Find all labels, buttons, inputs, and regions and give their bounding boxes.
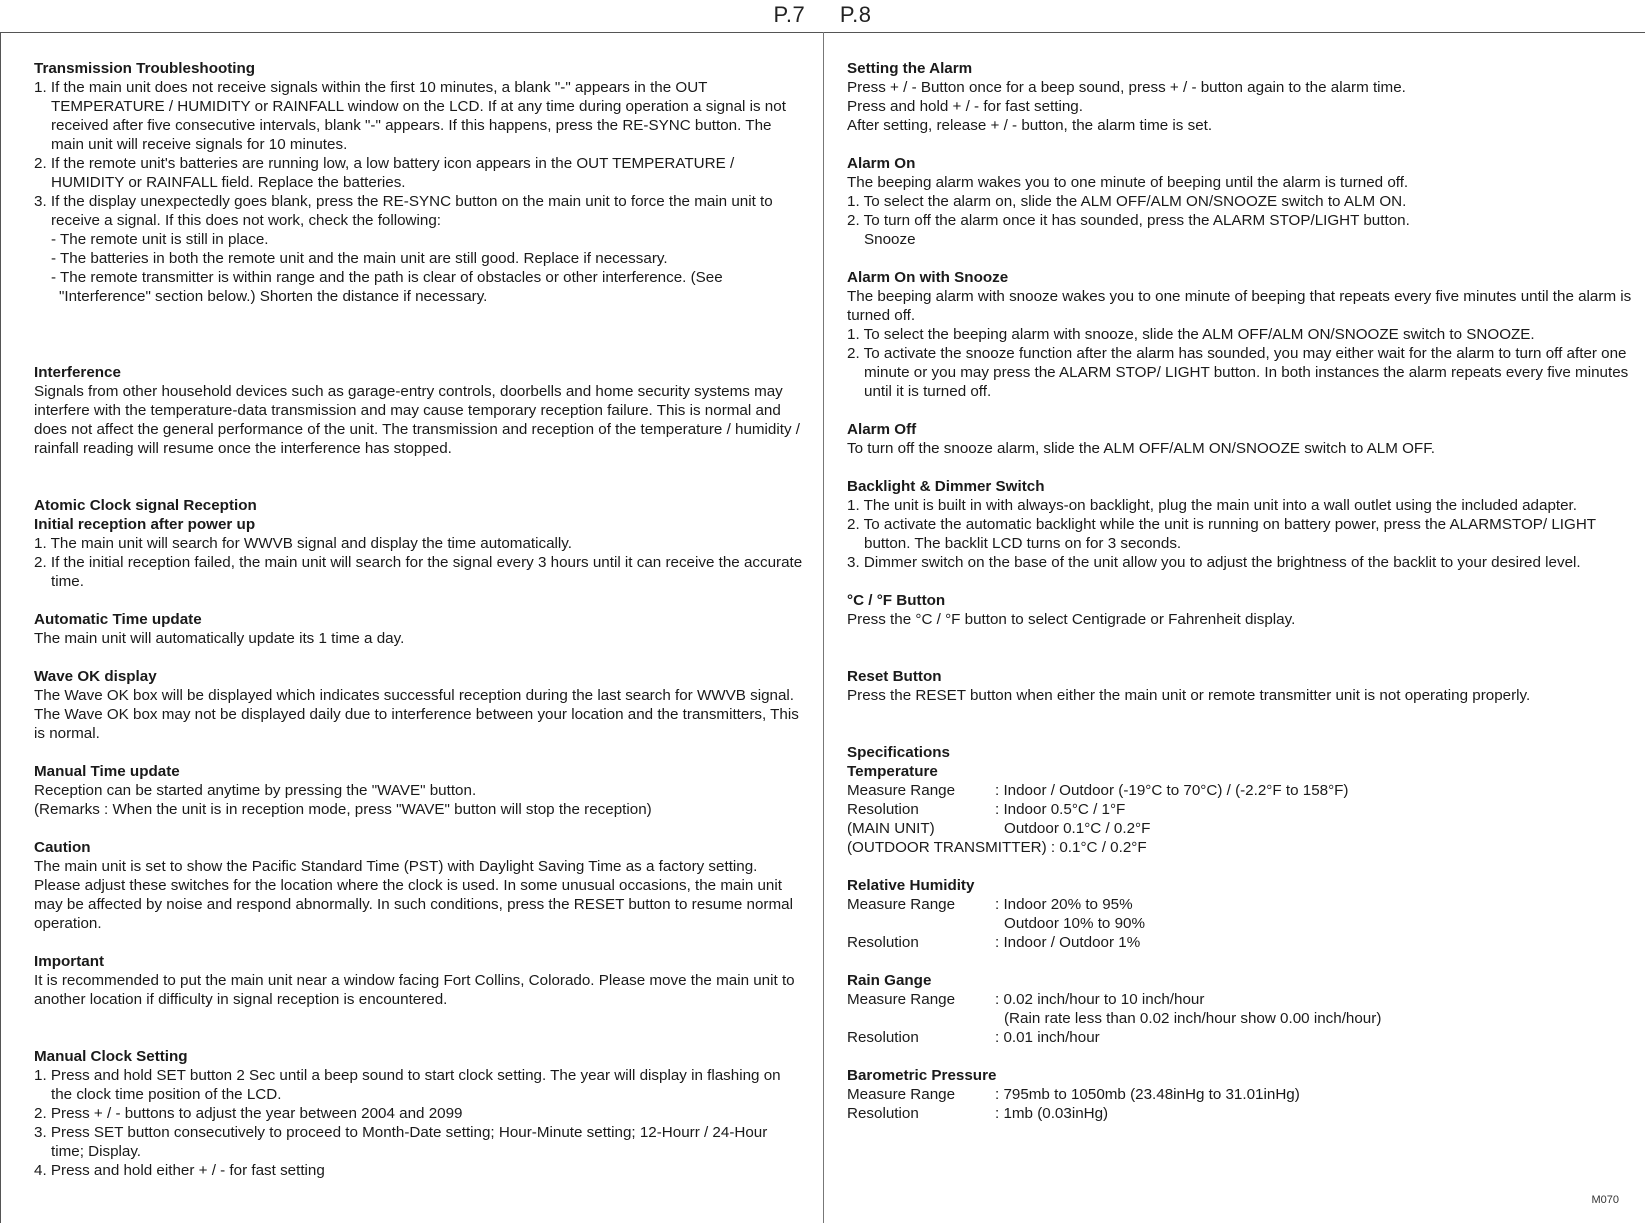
- list-item: 1. Press and hold SET button 2 Sec until a beep sound to start clock setting. The year will display in flashing on the clock time position of the LCD.: [34, 1067, 781, 1103]
- section-text: It is recommended to put the main unit near a window facing Fort Collins, Colorado. Please move the main unit to another location if difficulty in signal reception is encountered.: [34, 972, 795, 1008]
- section-automatic-time-update: [34, 610, 804, 648]
- section-title: Automatic Time update: [34, 611, 202, 628]
- section-reset-button: [847, 667, 1637, 705]
- spec-value: Outdoor 0.1°C / 0.2°F: [1004, 820, 1151, 837]
- list-item: 2. To activate the automatic backlight while the unit is running on battery power, press the ALARMSTOP/ LIGHT button. The backlit LCD turns on for 3 seconds.: [847, 516, 1596, 552]
- section-text: Press the °C / °F button to select Centigrade or Fahrenheit display.: [847, 611, 1296, 628]
- section-title: Wave OK display: [34, 668, 157, 685]
- spec-value: Outdoor 10% to 90%: [1004, 915, 1145, 932]
- page-numbers: [0, 2, 1645, 28]
- column-divider: [823, 32, 824, 1223]
- section-subtitle: Initial reception after power up: [34, 516, 256, 533]
- spec-label: Measure Range: [847, 896, 956, 913]
- check-item: - The remote unit is still in place.: [51, 231, 269, 248]
- section-title: Manual Time update: [34, 763, 180, 780]
- section-title: Alarm On: [847, 155, 916, 172]
- spec-row: [847, 933, 1637, 952]
- section-alarm-on: [847, 154, 1637, 249]
- spec-value: : 1mb (0.03inHg): [995, 1105, 1109, 1122]
- spec-row: [847, 819, 1637, 838]
- spec-label: Resolution: [847, 801, 919, 818]
- section-text: The main unit is set to show the Pacific Standard Time (PST) with Daylight Saving Time as a factory setting. Please adjust these switches for the location where the clock is used. In some unusual occasions, the main unit may be affected by noise and respond abnormally. In such conditions, press the RESET button to resume normal operation.: [34, 858, 793, 932]
- list-item: 1. If the main unit does not receive signals within the first 10 minutes, a blank "-" appears in the OUT TEMPERATURE / HUMIDITY or RAINFALL window on the LCD. If at any time during operation a signal is not received after five consecutive intervals, blank "-" appears. If this happens, press the RE-SYNC button. The main unit will receive signals for 10 minutes.: [34, 79, 786, 153]
- section-note: Snooze: [864, 231, 916, 248]
- list-item: 3. Press SET button consecutively to proceed to Month-Date setting; Hour-Minute setting; 12-Hourr / 24-Hour time; Display.: [34, 1124, 768, 1160]
- list-item: 4. Press and hold either + / - for fast setting: [34, 1162, 325, 1179]
- section-specifications: [847, 743, 1637, 1123]
- spec-value: : Indoor / Outdoor 1%: [995, 934, 1141, 951]
- section-text: Press and hold + / - for fast setting.: [847, 98, 1083, 115]
- section-text: After setting, release + / - button, the alarm time is set.: [847, 117, 1213, 134]
- section-wave-ok: [34, 667, 804, 743]
- list-item: 2. To activate the snooze function after the alarm has sounded, you may either wait for the alarm to turn off after one minute or you may press the ALARM STOP/ LIGHT button. In both instances the alarm repeats every five minutes until it is turned off.: [847, 345, 1629, 400]
- list-item: 1. To select the alarm on, slide the ALM OFF/ALM ON/SNOOZE switch to ALM ON.: [847, 193, 1407, 210]
- section-title: Setting the Alarm: [847, 60, 973, 77]
- section-title: °C / °F Button: [847, 592, 946, 609]
- list-item: 1. To select the beeping alarm with snooze, slide the ALM OFF/ALM ON/SNOOZE switch to SNOOZE.: [847, 326, 1535, 343]
- spec-label: Resolution: [847, 1105, 919, 1122]
- section-remark: (Remarks : When the unit is in reception mode, press "WAVE" button will stop the reception): [34, 801, 652, 818]
- spec-row: [847, 1085, 1637, 1104]
- section-manual-time-update: [34, 762, 804, 819]
- section-text: Reception can be started anytime by pressing the "WAVE" button.: [34, 782, 477, 799]
- list-item: 2. Press + / - buttons to adjust the year between 2004 and 2099: [34, 1105, 463, 1122]
- section-title: Alarm On with Snooze: [847, 269, 1009, 286]
- section-title: Backlight & Dimmer Switch: [847, 478, 1045, 495]
- spec-value: : 0.02 inch/hour to 10 inch/hour: [995, 991, 1205, 1008]
- spec-group-title-temperature: Temperature: [847, 763, 938, 780]
- section-text: The main unit will automatically update its 1 time a day.: [34, 630, 405, 647]
- spec-row: [847, 895, 1637, 914]
- spec-label: Measure Range: [847, 1086, 956, 1103]
- section-title: Alarm Off: [847, 421, 917, 438]
- section-text: Press + / - Button once for a beep sound, press + / - button again to the alarm time.: [847, 79, 1406, 96]
- section-alarm-off: [847, 420, 1637, 458]
- list-item: 2. If the initial reception failed, the main unit will search for the signal every 3 hours until it can receive the accurate time.: [34, 554, 803, 590]
- model-code: M070: [1591, 1194, 1619, 1206]
- spec-value: : Indoor 0.5°C / 1°F: [995, 801, 1126, 818]
- list-item: 3. Dimmer switch on the base of the unit allow you to adjust the brightness of the backlit to your desired level.: [847, 554, 1581, 571]
- section-alarm-snooze: [847, 268, 1637, 401]
- section-title: Caution: [34, 839, 91, 856]
- spec-label: Measure Range: [847, 991, 956, 1008]
- spec-row: (OUTDOOR TRANSMITTER) : 0.1°C / 0.2°F: [847, 839, 1147, 856]
- spec-row: [847, 800, 1637, 819]
- section-text: The beeping alarm with snooze wakes you to one minute of beeping that repeats every five minutes until the alarm is turned off.: [847, 288, 1632, 324]
- section-text: The beeping alarm wakes you to one minute of beeping until the alarm is turned off.: [847, 174, 1409, 191]
- list-item: 2. If the remote unit's batteries are running low, a low battery icon appears in the OUT TEMPERATURE / HUMIDITY or RAINFALL field. Replace the batteries.: [34, 155, 735, 191]
- spec-row: [847, 1028, 1637, 1047]
- section-title: Transmission Troubleshooting: [34, 60, 256, 77]
- section-title: Important: [34, 953, 105, 970]
- list-item: 1. The main unit will search for WWVB signal and display the time automatically.: [34, 535, 572, 552]
- section-atomic-clock: [34, 496, 804, 591]
- section-text: Press the RESET button when either the main unit or remote transmitter unit is not operating properly.: [847, 687, 1531, 704]
- spec-label: (MAIN UNIT): [847, 820, 935, 837]
- check-item: - The remote transmitter is within range and the path is clear of obstacles or other interference. (See "Interference" section below.) Shorten the distance if necessary.: [51, 269, 723, 305]
- section-title: Specifications: [847, 744, 950, 761]
- spec-label: Measure Range: [847, 782, 956, 799]
- spec-group-title-humidity: Relative Humidity: [847, 877, 975, 894]
- spec-value: : 0.01 inch/hour: [995, 1029, 1100, 1046]
- spec-row: [847, 781, 1637, 800]
- right-page: [847, 59, 1637, 1123]
- spec-value: : Indoor / Outdoor (-19°C to 70°C) / (-2.2°F to 158°F): [995, 782, 1349, 799]
- section-important: [34, 952, 804, 1009]
- section-text: Signals from other household devices such as garage-entry controls, doorbells and home security systems may interfere with the temperature-data transmission and may cause temporary reception failure. This is normal and does not affect the general performance of the unit. The transmission and reception of the temperature / humidity / rainfall reading will resume once the interference has stopped.: [34, 383, 801, 457]
- section-title: Reset Button: [847, 668, 942, 685]
- section-title: Atomic Clock signal Reception: [34, 497, 257, 514]
- page-number-left: P.7: [773, 2, 806, 27]
- frame-left-border: [0, 32, 1, 1223]
- section-setting-alarm: [847, 59, 1637, 135]
- page-number-right: P.8: [839, 2, 872, 27]
- section-backlight: [847, 477, 1637, 572]
- section-text: The Wave OK box will be displayed which indicates successful reception during the last search for WWVB signal. The Wave OK box may not be displayed daily due to interference between your location and the transmitters, This is normal.: [34, 687, 799, 742]
- list-item: 3. If the display unexpectedly goes blank, press the RE-SYNC button on the main unit to force the main unit to receive a signal. If this does not work, check the following:: [34, 193, 773, 229]
- spec-value: : 795mb to 1050mb (23.48inHg to 31.01inHg): [995, 1086, 1300, 1103]
- section-manual-clock-setting: [34, 1047, 804, 1180]
- spec-value: (Rain rate less than 0.02 inch/hour show 0.00 inch/hour): [1004, 1010, 1382, 1027]
- section-caution: [34, 838, 804, 933]
- section-interference: [34, 363, 804, 458]
- spec-label: Resolution: [847, 934, 919, 951]
- spec-label: Resolution: [847, 1029, 919, 1046]
- left-page: [34, 59, 804, 1180]
- list-item: 2. To turn off the alarm once it has sounded, press the ALARM STOP/LIGHT button.: [847, 212, 1410, 229]
- spec-row: [847, 990, 1637, 1009]
- spec-row: [847, 1104, 1637, 1123]
- list-item: 1. The unit is built in with always-on backlight, plug the main unit into a wall outlet using the included adapter.: [847, 497, 1578, 514]
- section-title: Interference: [34, 364, 121, 381]
- section-transmission-troubleshooting: [34, 59, 804, 306]
- check-item: - The batteries in both the remote unit and the main unit are still good. Replace if necessary.: [51, 250, 668, 267]
- spec-group-title-pressure: Barometric Pressure: [847, 1067, 997, 1084]
- spec-group-title-rain: Rain Gange: [847, 972, 932, 989]
- spec-value: : Indoor 20% to 95%: [995, 896, 1133, 913]
- section-title: Manual Clock Setting: [34, 1048, 188, 1065]
- section-cf-button: [847, 591, 1637, 629]
- section-text: To turn off the snooze alarm, slide the ALM OFF/ALM ON/SNOOZE switch to ALM OFF.: [847, 440, 1436, 457]
